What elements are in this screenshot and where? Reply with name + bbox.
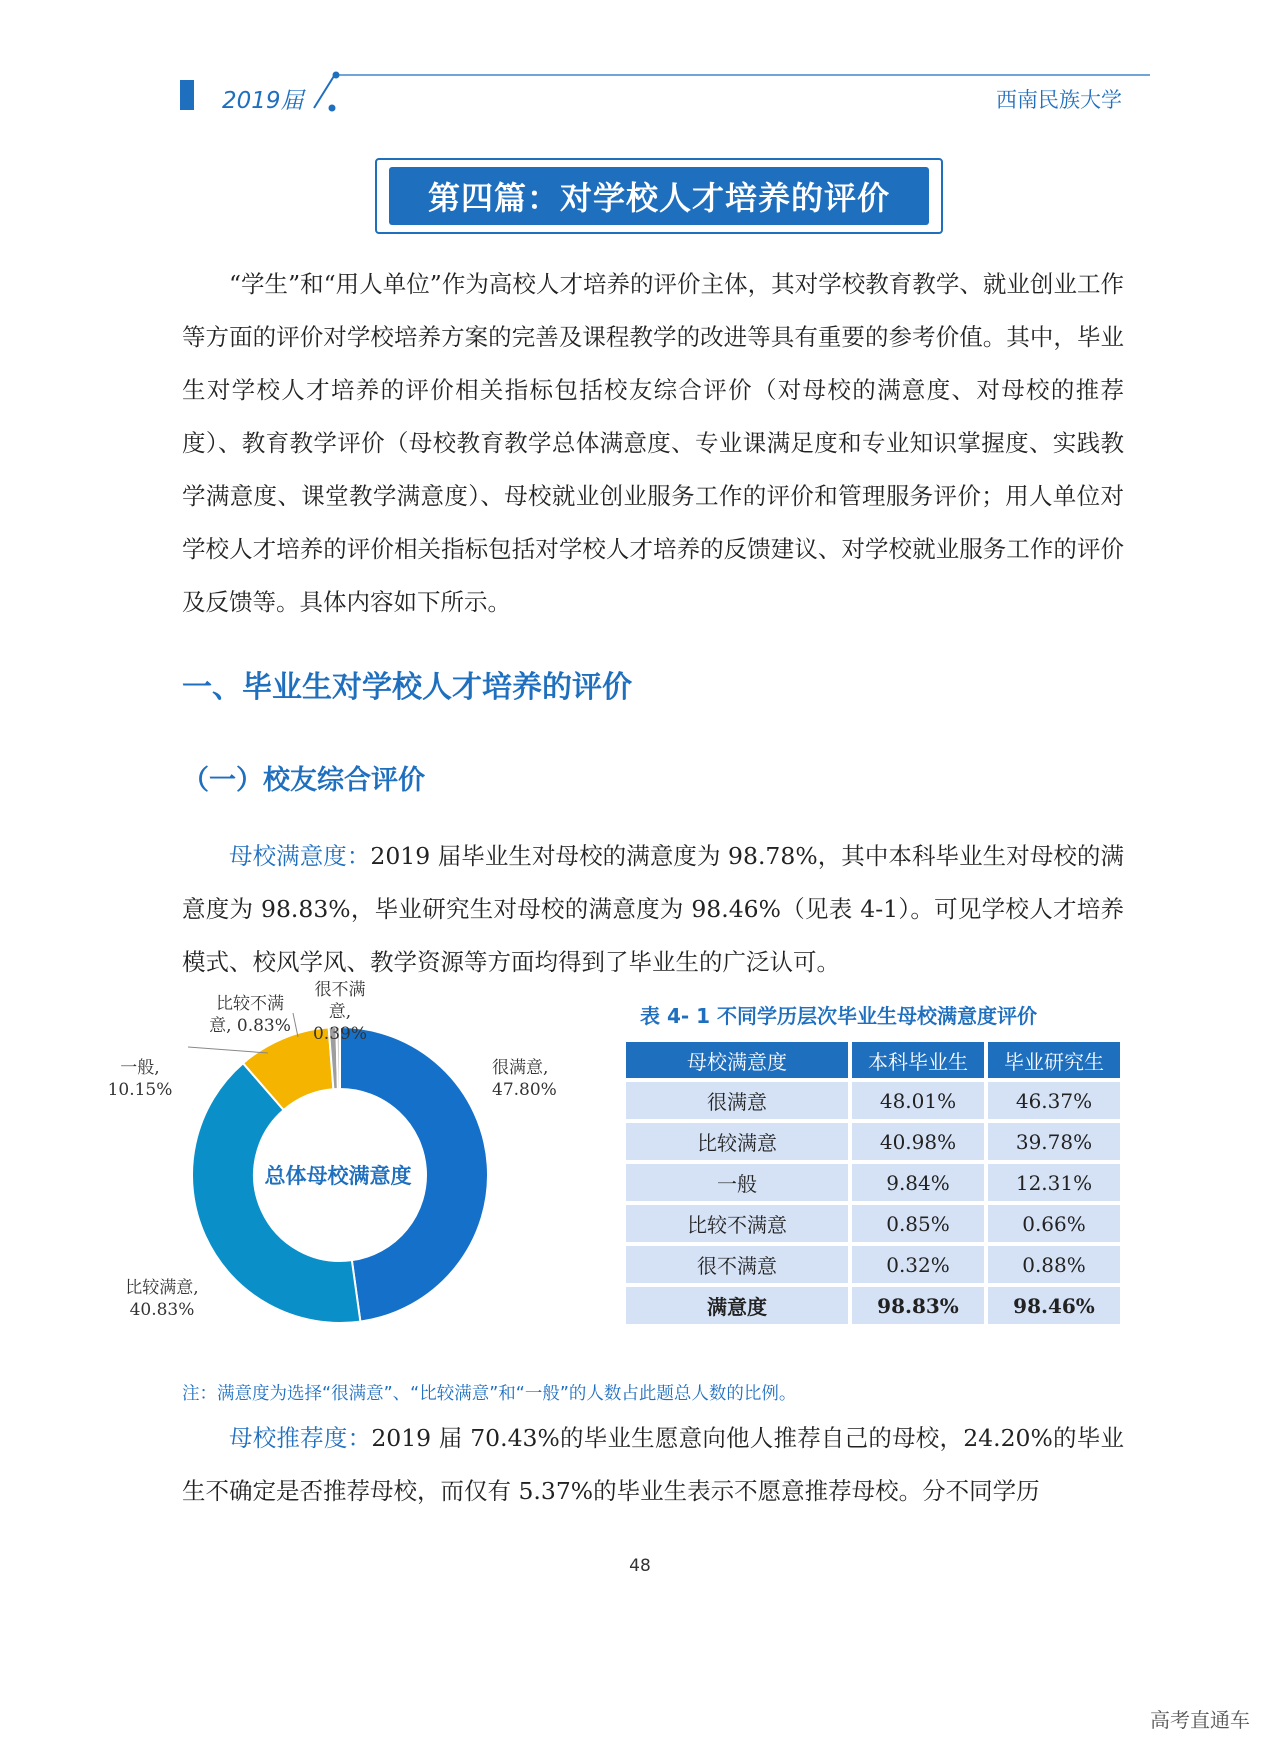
subsection-title: （一）校友综合评价	[182, 765, 425, 796]
table-cell: 12.31%	[988, 1164, 1120, 1201]
recommend-keyword: 母校推荐度：	[229, 1424, 372, 1452]
intro-paragraph: “学生”和“用人单位”作为高校人才培养的评价主体，其对学校教育教学、就业创业工作等方面的评价对学校培养方案的完善及课程教学的改进等具有重要的参考价值。其中，毕业生对学校人才培养的评价相关指标包括校友综合评价（对母校的满意度、对母校的推荐度）、教育教学评价（母校教育教学总体满意度、专业课满足度和专业知识掌握度、实践教学满意度、课堂教学满意度）、母校就业创业服务工作的评价和管理服务评价；用人单位对学校人才培养的评价相关指标包括对学校人才培养的反馈建议、对学校就业服务工作的评价及反馈等。具体内容如下所示。	[182, 270, 1124, 616]
table-caption: 表 4- 1 不同学历层次毕业生母校满意度评价	[640, 1004, 1038, 1028]
table-header-cell: 毕业研究生	[988, 1042, 1120, 1078]
table-cell: 46.37%	[988, 1082, 1120, 1119]
table-row	[626, 1123, 1120, 1160]
table-cell: 0.66%	[988, 1205, 1120, 1242]
donut-center-title: 总体母校满意度	[264, 1164, 412, 1188]
table-cell: 9.84%	[852, 1164, 984, 1201]
table-cell: 很不满意	[626, 1246, 848, 1283]
table-cell: 比较不满意	[626, 1205, 848, 1242]
table-cell: 很满意	[626, 1082, 848, 1119]
part-title-banner	[389, 167, 929, 225]
satisfaction-paragraph	[182, 830, 1124, 989]
recommend-paragraph	[182, 1412, 1124, 1518]
table-cell: 满意度	[626, 1287, 848, 1324]
table-note: 注：满意度为选择“很满意”、“比较满意”和“一般”的人数占此题总人数的比例。	[182, 1384, 797, 1404]
section-title: 一、毕业生对学校人才培养的评价	[182, 670, 632, 705]
table-cell: 40.98%	[852, 1123, 984, 1160]
satisfaction-keyword: 母校满意度：	[229, 842, 371, 870]
donut-label-2: 比较满意, 40.83%	[125, 1278, 199, 1320]
table-cell: 98.46%	[988, 1287, 1120, 1324]
table-cell: 0.88%	[988, 1246, 1120, 1283]
part-title-box	[375, 158, 943, 234]
header-accent-bar	[180, 80, 194, 110]
table-cell: 39.78%	[988, 1123, 1120, 1160]
table-row	[626, 1246, 1120, 1283]
table-row	[626, 1082, 1120, 1119]
donut-label-3: 一般, 10.15%	[107, 1058, 173, 1100]
satisfaction-donut-chart	[100, 980, 557, 1355]
table-cell: 一般	[626, 1164, 848, 1201]
watermark: 高考直通车	[1150, 1708, 1250, 1732]
satisfaction-text: 2019 届毕业生对母校的满意度为 98.78%，其中本科毕业生对母校的满意度为 98.83%，毕业研究生对母校的满意度为 98.46%（见表 4-1）。可见学校人才培养模式、校风学风、教学资源等方面均得到了毕业生的广泛认可。	[182, 842, 1124, 976]
donut-label-4: 比较不满意, 0.83%	[209, 994, 291, 1036]
page-number: 48	[629, 1556, 651, 1576]
table-cell: 0.85%	[852, 1205, 984, 1242]
table-header-cell: 母校满意度	[626, 1042, 848, 1078]
recommend-text: 2019 届 70.43%的毕业生愿意向他人推荐自己的母校，24.20%的毕业生不确定是否推荐母校，而仅有 5.37%的毕业生表示不愿意推荐母校。分不同学历	[182, 1424, 1124, 1505]
satisfaction-table	[622, 1038, 1124, 1328]
table-cell: 48.01%	[852, 1082, 984, 1119]
table-cell: 98.83%	[852, 1287, 984, 1324]
part-title: 第四篇：对学校人才培养的评价	[427, 179, 890, 217]
table-row	[626, 1205, 1120, 1242]
table-header-row	[626, 1042, 1120, 1078]
donut-label-1: 很满意, 47.80%	[492, 1058, 557, 1100]
table-cell: 0.32%	[852, 1246, 984, 1283]
table-total-row	[626, 1287, 1120, 1324]
table-header-cell: 本科毕业生	[852, 1042, 984, 1078]
table-cell: 比较满意	[626, 1123, 848, 1160]
header-school-name: 西南民族大学	[996, 88, 1122, 112]
table-row	[626, 1164, 1120, 1201]
donut-label-5: 很不满意, 0.39%	[312, 980, 368, 1044]
header-year: 2019届	[222, 88, 304, 114]
donut-leader-line	[188, 1047, 268, 1053]
